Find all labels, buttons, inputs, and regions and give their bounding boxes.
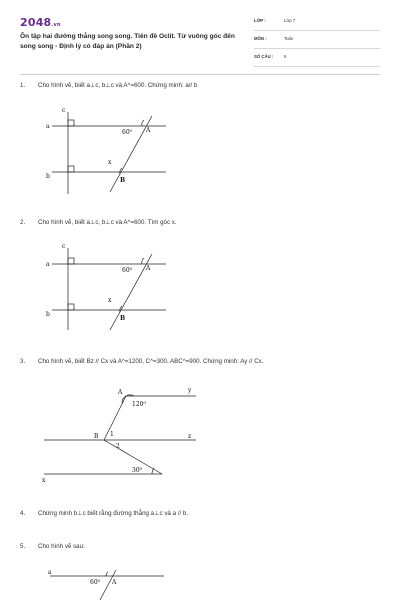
label-A: A xyxy=(146,265,151,272)
label-A: A xyxy=(112,579,117,586)
question-2 xyxy=(20,219,177,226)
logo-suffix: .vn xyxy=(51,22,61,28)
label-B: B xyxy=(120,315,126,322)
meta-row-class xyxy=(254,16,380,31)
label-c: c xyxy=(62,107,66,114)
right-angle-mark xyxy=(68,304,74,310)
label-2: 2 xyxy=(116,443,120,450)
label-y: y xyxy=(188,387,192,394)
question-3 xyxy=(20,358,263,365)
right-angle-mark xyxy=(68,258,74,264)
label-angle: 60⁰ xyxy=(90,579,101,586)
question-number: 1. xyxy=(20,82,26,89)
label-x: x xyxy=(42,477,46,484)
angle-arc xyxy=(142,120,144,126)
document-title: Ôn tập hai đường thẳng song song. Tiên đề Oclit. Từ vuông góc đến song song - Định lý có đáp án (Phần 2) xyxy=(20,33,235,50)
label-a: a xyxy=(46,123,50,130)
meta-row-subject xyxy=(254,34,380,49)
label-B: B xyxy=(94,433,99,440)
site-logo[interactable] xyxy=(20,16,61,29)
question-text: Cho hình vẽ, biết a⊥c, b⊥c và A^=600. Tìm góc x. xyxy=(38,219,177,226)
label-x: x xyxy=(108,297,112,304)
label-b: b xyxy=(46,311,50,318)
figure-5 xyxy=(40,564,180,600)
figure-1 xyxy=(40,104,180,199)
label-A: A xyxy=(118,389,123,396)
meta-value: 5 xyxy=(284,54,287,59)
label-c: c xyxy=(62,243,66,250)
right-angle-mark xyxy=(68,120,74,126)
segment-AB xyxy=(104,396,126,440)
document-header xyxy=(0,0,400,74)
meta-row-count xyxy=(254,52,380,67)
question-number: 3. xyxy=(20,358,26,365)
angle-arc xyxy=(142,258,144,264)
label-angle-C: 30⁰ xyxy=(132,467,143,474)
label-angle-A: 120⁰ xyxy=(132,401,146,408)
label-angle: 60⁰ xyxy=(122,267,133,274)
question-text: Cho hình vẽ, biết Bz // Cx và A^=1200, C^=300, ABC^=900. Chứng minh: Ay // Cx. xyxy=(38,358,264,365)
logo-text: 2048 xyxy=(20,16,52,29)
label-z: z xyxy=(188,433,192,440)
question-number: 4. xyxy=(20,510,26,517)
question-text: Cho hình vẽ sau: xyxy=(38,543,85,550)
question-5 xyxy=(20,543,85,550)
label-1: 1 xyxy=(110,431,114,438)
question-text: Chứng minh b⊥c biết rằng đường thẳng a⊥c và a // b. xyxy=(38,510,189,517)
angle-arc xyxy=(106,572,108,576)
figure-2 xyxy=(40,242,180,337)
label-a: a xyxy=(46,261,50,268)
right-angle-mark xyxy=(68,166,74,172)
meta-key: MÔN : xyxy=(254,36,267,41)
meta-value: Lớp 7 xyxy=(284,18,296,23)
question-number: 5. xyxy=(20,543,26,550)
figure-3 xyxy=(40,382,210,493)
meta-key: SỐ CÂU : xyxy=(254,54,274,59)
label-b: b xyxy=(46,173,50,180)
meta-value: Toán xyxy=(284,36,294,41)
label-A: A xyxy=(146,127,151,134)
label-a: a xyxy=(48,569,52,576)
header-divider xyxy=(20,74,380,75)
angle-arc xyxy=(152,468,154,474)
question-number: 2. xyxy=(20,219,26,226)
question-text: Cho hình vẽ, biết a⊥c, b⊥c và A^=600. Chứng minh: a// b xyxy=(38,82,198,89)
meta-key: LỚP : xyxy=(254,18,266,23)
label-angle: 60⁰ xyxy=(122,129,133,136)
label-x: x xyxy=(108,159,112,166)
meta-panel xyxy=(254,16,380,70)
label-B: B xyxy=(120,177,126,184)
question-4 xyxy=(20,510,188,517)
question-1 xyxy=(20,82,197,89)
